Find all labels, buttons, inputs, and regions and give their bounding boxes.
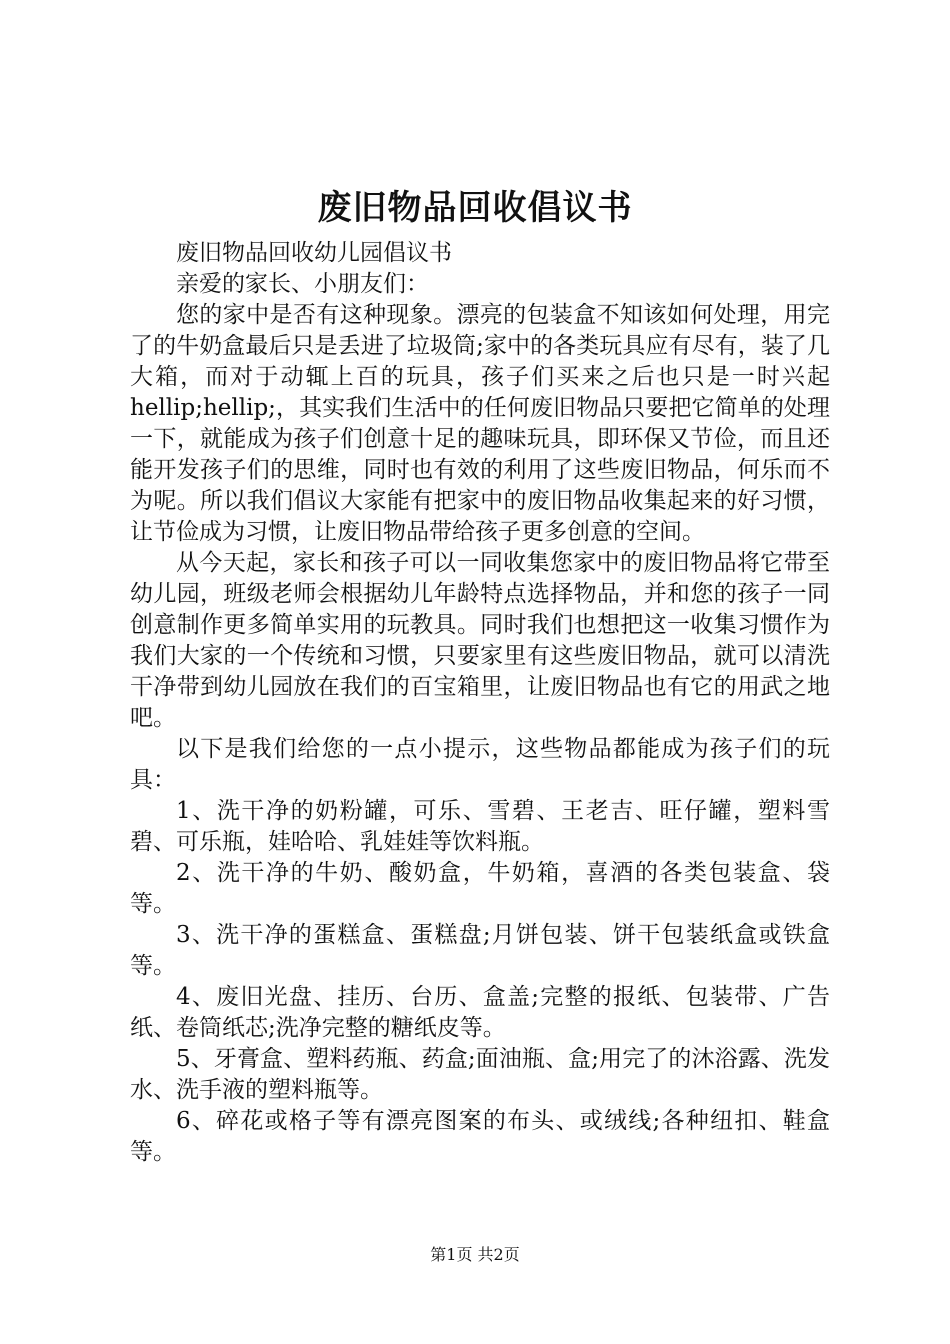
- paragraph-intro: 您的家中是否有这种现象。漂亮的包装盒不知该如何处理，用完了的牛奶盒最后只是丢进了垃圾筒;家中的各类玩具应有尽有，装了几大箱，而对于动辄上百的玩具，孩子们买来之后也只是一时兴起hellip;hellip;，其实我们生活中的任何废旧物品只要把它简单的处理一下，就能成为孩子们创意十足的趣味玩具，即环保又节俭，而且还能开发孩子们的思维，同时也有效的利用了这些废旧物品，何乐而不为呢。所以我们倡议大家能有把家中的废旧物品收集起来的好习惯，让节俭成为习惯，让废旧物品带给孩子更多创意的空间。: [130, 302, 830, 545]
- document-title: 废旧物品回收倡议书: [317, 188, 633, 228]
- paragraph-proposal: 从今天起，家长和孩子可以一同收集您家中的废旧物品将它带至幼儿园，班级老师会根据幼儿年龄特点选择物品，并和您的孩子一同创意制作更多简单实用的玩教具。同时我们也想把这一收集习惯作为我们大家的一个传统和习惯，只要家里有这些废旧物品，就可以清洗干净带到幼儿园放在我们的百宝箱里，让废旧物品也有它的用武之地吧。: [130, 550, 830, 731]
- list-item: 6、碎花或格子等有漂亮图案的布头、或绒线;各种纽扣、鞋盒等。: [130, 1108, 830, 1165]
- document-body: [130, 238, 830, 1168]
- list-item: 4、废旧光盘、挂历、台历、盒盖;完整的报纸、包装带、广告纸、卷筒纸芯;洗净完整的糖纸皮等。: [130, 984, 830, 1041]
- page-footer: 第1页 共2页: [430, 1245, 520, 1264]
- list-item: 3、洗干净的蛋糕盒、蛋糕盘;月饼包装、饼干包装纸盒或铁盒等。: [130, 922, 830, 979]
- list-item: 2、洗干净的牛奶、酸奶盒，牛奶箱，喜酒的各类包装盒、袋等。: [130, 860, 830, 917]
- subtitle-line: 废旧物品回收幼儿园倡议书: [176, 240, 452, 266]
- list-item: 1、洗干净的奶粉罐，可乐、雪碧、王老吉、旺仔罐，塑料雪碧、可乐瓶，娃哈哈、乳娃娃等饮料瓶。: [130, 798, 830, 855]
- paragraph-tips-lead: 以下是我们给您的一点小提示，这些物品都能成为孩子们的玩具：: [130, 736, 830, 793]
- list-item: 5、牙膏盒、塑料药瓶、药盒;面油瓶、盒;用完了的沐浴露、洗发水、洗手液的塑料瓶等。: [130, 1046, 830, 1103]
- salutation: 亲爱的家长、小朋友们：: [176, 271, 429, 297]
